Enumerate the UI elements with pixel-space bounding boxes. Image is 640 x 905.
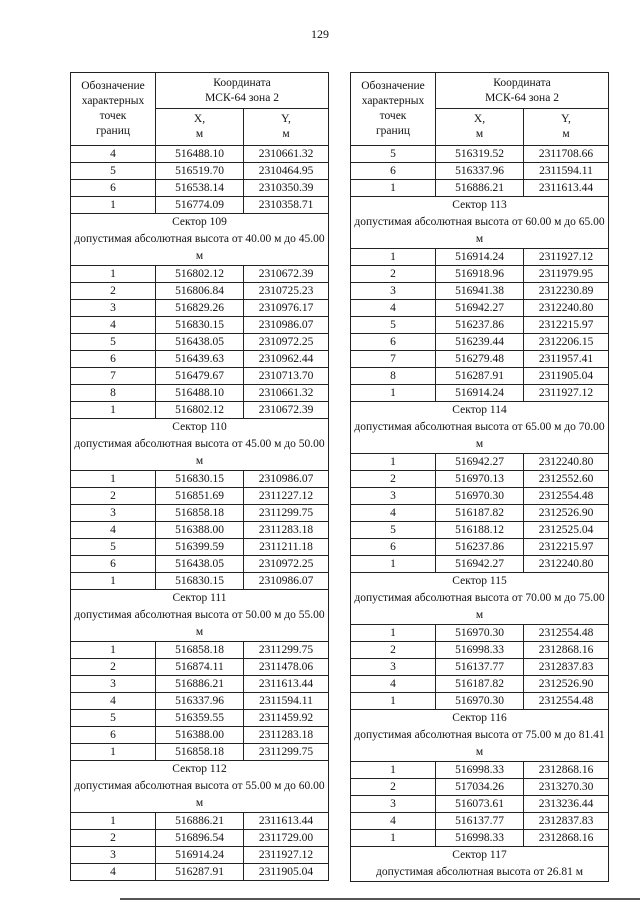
y-coordinate-cell: 2310972.25 <box>244 556 329 573</box>
y-coordinate-cell: 2311227.12 <box>244 488 329 505</box>
table-row <box>351 300 609 317</box>
table-row <box>71 642 329 659</box>
sector-row <box>351 710 609 762</box>
table-row <box>71 368 329 385</box>
sector-title: Сектор 114 <box>452 404 507 416</box>
sector-row <box>351 402 609 454</box>
y-coordinate-cell: 2311905.04 <box>244 864 329 881</box>
point-id-cell: 1 <box>351 830 436 847</box>
table-row <box>71 163 329 180</box>
x-coordinate-cell: 516858.18 <box>156 642 244 659</box>
y-coordinate-cell: 2310725.23 <box>244 283 329 300</box>
point-id-cell: 6 <box>351 334 436 351</box>
x-coordinate-cell: 516886.21 <box>156 676 244 693</box>
x-coordinate-cell: 516918.96 <box>436 266 524 283</box>
y-coordinate-cell: 2310672.39 <box>244 402 329 419</box>
y-coordinate-cell: 2310350.39 <box>244 180 329 197</box>
x-coordinate-cell: 516388.00 <box>156 727 244 744</box>
coordinate-header: Координата МСК-64 зона 2 <box>156 73 329 109</box>
sector-altitude: допустимая абсолютная высота от 45.00 м до 50.00 м <box>74 438 325 467</box>
sector-altitude: допустимая абсолютная высота от 55.00 м до 60.00 м <box>74 780 325 809</box>
point-id-cell: 4 <box>71 864 156 881</box>
table-row <box>71 385 329 402</box>
x-coordinate-cell: 516970.30 <box>436 693 524 710</box>
page-number: 129 <box>311 27 329 41</box>
table-row <box>71 300 329 317</box>
y-coordinate-cell: 2311299.75 <box>244 642 329 659</box>
point-id-cell: 1 <box>351 556 436 573</box>
x-coordinate-cell: 516388.00 <box>156 522 244 539</box>
bottom-rule <box>120 898 640 900</box>
point-id-cell: 6 <box>351 163 436 180</box>
y-coordinate-cell: 2311708.66 <box>524 146 609 163</box>
y-coordinate-cell: 2312240.80 <box>524 556 609 573</box>
y-coordinate-cell: 2310986.07 <box>244 471 329 488</box>
table-row <box>351 522 609 539</box>
table-row <box>351 385 609 402</box>
x-coordinate-cell: 516874.11 <box>156 659 244 676</box>
y-coordinate-cell: 2310672.39 <box>244 266 329 283</box>
x-coordinate-cell: 516942.27 <box>436 300 524 317</box>
point-id-cell: 2 <box>351 779 436 796</box>
point-id-cell: 5 <box>351 317 436 334</box>
sector-altitude: допустимая абсолютная высота от 65.00 м до 70.00 м <box>354 421 605 450</box>
table-row <box>71 351 329 368</box>
y-coordinate-cell: 2312554.48 <box>524 488 609 505</box>
sector-title: Сектор 110 <box>172 421 227 433</box>
x-coordinate-cell: 516851.69 <box>156 488 244 505</box>
y-coordinate-cell: 2312525.04 <box>524 522 609 539</box>
table-row <box>71 180 329 197</box>
table-body <box>71 146 329 881</box>
table-row <box>71 693 329 710</box>
point-id-cell: 1 <box>71 471 156 488</box>
x-coordinate-cell: 516942.27 <box>436 454 524 471</box>
y-coordinate-cell: 2312837.83 <box>524 659 609 676</box>
point-label-header: Обозначение характерных точек границ <box>71 73 156 146</box>
point-id-cell: 6 <box>71 556 156 573</box>
y-coordinate-cell: 2311957.41 <box>524 351 609 368</box>
y-coordinate-cell: 2310972.25 <box>244 334 329 351</box>
y-coordinate-cell: 2311905.04 <box>524 368 609 385</box>
x-coordinate-cell: 516399.59 <box>156 539 244 556</box>
x-coordinate-cell: 516488.10 <box>156 385 244 402</box>
table-row <box>71 573 329 590</box>
point-id-cell: 8 <box>71 385 156 402</box>
table-row <box>71 505 329 522</box>
x-coordinate-cell: 516886.21 <box>436 180 524 197</box>
x-coordinate-cell: 516941.38 <box>436 283 524 300</box>
x-coordinate-cell: 516858.18 <box>156 744 244 761</box>
point-id-cell: 6 <box>71 727 156 744</box>
x-coordinate-cell: 516137.77 <box>436 659 524 676</box>
x-coordinate-cell: 516970.30 <box>436 625 524 642</box>
table-row <box>71 146 329 163</box>
table-row <box>71 539 329 556</box>
y-coordinate-cell: 2312215.97 <box>524 317 609 334</box>
sector-caption <box>71 419 329 471</box>
table-row <box>351 266 609 283</box>
point-id-cell: 3 <box>351 488 436 505</box>
sector-title: Сектор 109 <box>172 216 227 228</box>
point-id-cell: 2 <box>351 642 436 659</box>
point-id-cell: 7 <box>71 368 156 385</box>
table-body <box>351 146 609 882</box>
point-id-cell: 3 <box>351 659 436 676</box>
y-coordinate-cell: 2312240.80 <box>524 300 609 317</box>
sector-title: Сектор 116 <box>452 712 507 724</box>
point-id-cell: 1 <box>351 180 436 197</box>
table-row <box>351 676 609 693</box>
sector-title: Сектор 117 <box>452 849 507 861</box>
y-coordinate-cell: 2312230.89 <box>524 283 609 300</box>
y-coordinate-cell: 2311613.44 <box>524 180 609 197</box>
point-id-cell: 5 <box>71 710 156 727</box>
y-coordinate-cell: 2312868.16 <box>524 762 609 779</box>
point-id-cell: 1 <box>351 249 436 266</box>
y-coordinate-cell: 2310962.44 <box>244 351 329 368</box>
y-coordinate-cell: 2311211.18 <box>244 539 329 556</box>
coordinates-table-right <box>350 72 609 882</box>
y-coordinate-cell: 2310986.07 <box>244 573 329 590</box>
y-coordinate-cell: 2310464.95 <box>244 163 329 180</box>
table-row <box>71 830 329 847</box>
table-row <box>351 351 609 368</box>
y-coordinate-cell: 2310661.32 <box>244 385 329 402</box>
x-coordinate-cell: 516337.96 <box>436 163 524 180</box>
table-row <box>351 625 609 642</box>
point-id-cell: 3 <box>351 796 436 813</box>
table-row <box>71 471 329 488</box>
point-id-cell: 4 <box>351 300 436 317</box>
point-id-cell: 6 <box>71 351 156 368</box>
x-coordinate-cell: 516137.77 <box>436 813 524 830</box>
point-id-cell: 4 <box>351 676 436 693</box>
x-coordinate-cell: 516830.15 <box>156 573 244 590</box>
point-id-cell: 6 <box>351 539 436 556</box>
table-row <box>351 659 609 676</box>
sector-altitude: допустимая абсолютная высота от 70.00 м до 75.00 м <box>354 592 605 621</box>
sector-title: Сектор 111 <box>172 592 227 604</box>
table-row <box>351 334 609 351</box>
point-id-cell: 5 <box>351 522 436 539</box>
point-id-cell: 1 <box>351 454 436 471</box>
y-coordinate-cell: 2312215.97 <box>524 539 609 556</box>
y-coordinate-cell: 2311927.12 <box>524 249 609 266</box>
table-row <box>71 266 329 283</box>
table-row <box>351 283 609 300</box>
x-coordinate-cell: 516187.82 <box>436 676 524 693</box>
sector-caption <box>71 590 329 642</box>
table-row <box>351 830 609 847</box>
table-row <box>71 556 329 573</box>
point-id-cell: 2 <box>71 830 156 847</box>
point-id-cell: 8 <box>351 368 436 385</box>
point-id-cell: 4 <box>351 505 436 522</box>
point-id-cell: 1 <box>351 625 436 642</box>
table-row <box>71 488 329 505</box>
y-coordinate-cell: 2310976.17 <box>244 300 329 317</box>
point-id-cell: 2 <box>71 488 156 505</box>
point-id-cell: 1 <box>71 813 156 830</box>
table-row <box>351 813 609 830</box>
y-coordinate-cell: 2311729.00 <box>244 830 329 847</box>
table-row <box>351 454 609 471</box>
x-coordinate-cell: 516479.67 <box>156 368 244 385</box>
sector-row <box>71 761 329 813</box>
y-coordinate-cell: 2312526.90 <box>524 505 609 522</box>
point-id-cell: 4 <box>71 693 156 710</box>
y-coordinate-cell: 2311478.06 <box>244 659 329 676</box>
y-coordinate-cell: 2311283.18 <box>244 522 329 539</box>
y-coordinate-cell: 2313236.44 <box>524 796 609 813</box>
y-coordinate-cell: 2310713.70 <box>244 368 329 385</box>
y-header: Y, м <box>524 109 609 146</box>
table-row <box>71 847 329 864</box>
sector-row <box>351 197 609 249</box>
point-id-cell: 7 <box>351 351 436 368</box>
point-id-cell: 5 <box>71 163 156 180</box>
point-id-cell: 2 <box>71 283 156 300</box>
x-coordinate-cell: 516287.91 <box>156 864 244 881</box>
x-coordinate-cell: 516830.15 <box>156 317 244 334</box>
x-coordinate-cell: 516858.18 <box>156 505 244 522</box>
x-coordinate-cell: 516829.26 <box>156 300 244 317</box>
x-coordinate-cell: 516886.21 <box>156 813 244 830</box>
point-id-cell: 2 <box>351 266 436 283</box>
sector-caption <box>351 402 609 454</box>
point-id-cell: 5 <box>351 146 436 163</box>
point-id-cell: 5 <box>71 539 156 556</box>
y-coordinate-cell: 2311594.11 <box>244 693 329 710</box>
x-coordinate-cell: 516998.33 <box>436 762 524 779</box>
point-id-cell: 1 <box>71 197 156 214</box>
point-id-cell: 1 <box>71 402 156 419</box>
table-row <box>351 180 609 197</box>
table-row <box>351 556 609 573</box>
table-row <box>71 659 329 676</box>
sector-altitude: допустимая абсолютная высота от 26.81 м <box>375 866 584 878</box>
y-coordinate-cell: 2311613.44 <box>244 813 329 830</box>
point-id-cell: 1 <box>71 642 156 659</box>
table-row <box>351 539 609 556</box>
y-header: Y, м <box>244 109 329 146</box>
sector-row <box>351 847 609 882</box>
table-row <box>351 796 609 813</box>
point-id-cell: 3 <box>71 847 156 864</box>
point-id-cell: 6 <box>71 180 156 197</box>
x-coordinate-cell: 516896.54 <box>156 830 244 847</box>
x-header: X, м <box>156 109 244 146</box>
y-coordinate-cell: 2312554.48 <box>524 693 609 710</box>
sector-caption <box>351 573 609 625</box>
x-coordinate-cell: 516319.52 <box>436 146 524 163</box>
sector-row <box>71 419 329 471</box>
x-coordinate-cell: 516802.12 <box>156 402 244 419</box>
table-row <box>351 471 609 488</box>
table-row <box>351 163 609 180</box>
table-row <box>351 488 609 505</box>
sector-altitude: допустимая абсолютная высота от 50.00 м до 55.00 м <box>74 609 325 638</box>
table-row <box>351 146 609 163</box>
x-coordinate-cell: 516970.30 <box>436 488 524 505</box>
y-coordinate-cell: 2312240.80 <box>524 454 609 471</box>
sector-row <box>71 590 329 642</box>
y-coordinate-cell: 2312554.48 <box>524 625 609 642</box>
x-coordinate-cell: 516279.48 <box>436 351 524 368</box>
y-coordinate-cell: 2310661.32 <box>244 146 329 163</box>
x-coordinate-cell: 517034.26 <box>436 779 524 796</box>
sector-caption <box>351 197 609 249</box>
y-coordinate-cell: 2311979.95 <box>524 266 609 283</box>
coordinates-table-left <box>70 72 329 881</box>
point-id-cell: 1 <box>351 762 436 779</box>
x-coordinate-cell: 516337.96 <box>156 693 244 710</box>
sector-caption <box>71 761 329 813</box>
x-coordinate-cell: 516237.86 <box>436 317 524 334</box>
x-coordinate-cell: 516239.44 <box>436 334 524 351</box>
x-coordinate-cell: 516914.24 <box>156 847 244 864</box>
table-row <box>351 368 609 385</box>
sector-caption <box>71 214 329 266</box>
table-row <box>71 283 329 300</box>
point-label-header: Обозначение характерных точек границ <box>351 73 436 146</box>
sector-title: Сектор 112 <box>172 763 227 775</box>
table-row <box>71 864 329 881</box>
table-row <box>71 317 329 334</box>
point-id-cell: 3 <box>71 676 156 693</box>
y-coordinate-cell: 2312552.60 <box>524 471 609 488</box>
sector-title: Сектор 113 <box>452 199 507 211</box>
y-coordinate-cell: 2310986.07 <box>244 317 329 334</box>
table-row <box>71 727 329 744</box>
y-coordinate-cell: 2310358.71 <box>244 197 329 214</box>
x-coordinate-cell: 516188.12 <box>436 522 524 539</box>
table-row <box>71 710 329 727</box>
point-id-cell: 2 <box>351 471 436 488</box>
y-coordinate-cell: 2311594.11 <box>524 163 609 180</box>
point-id-cell: 1 <box>71 744 156 761</box>
table-row <box>71 334 329 351</box>
x-header: X, м <box>436 109 524 146</box>
table-row <box>71 197 329 214</box>
table-row <box>351 642 609 659</box>
y-coordinate-cell: 2311927.12 <box>524 385 609 402</box>
x-coordinate-cell: 516438.05 <box>156 334 244 351</box>
y-coordinate-cell: 2312837.83 <box>524 813 609 830</box>
y-coordinate-cell: 2312526.90 <box>524 676 609 693</box>
y-coordinate-cell: 2311927.12 <box>244 847 329 864</box>
sector-altitude: допустимая абсолютная высота от 60.00 м до 65.00 м <box>354 216 605 245</box>
table-row <box>351 779 609 796</box>
table-row <box>71 744 329 761</box>
x-coordinate-cell: 516488.10 <box>156 146 244 163</box>
table-row <box>351 249 609 266</box>
x-coordinate-cell: 516359.55 <box>156 710 244 727</box>
sector-altitude: допустимая абсолютная высота от 75.00 м до 81.41 м <box>354 729 605 758</box>
point-id-cell: 1 <box>351 693 436 710</box>
x-coordinate-cell: 516830.15 <box>156 471 244 488</box>
sector-caption <box>351 710 609 762</box>
table-header <box>351 73 609 146</box>
y-coordinate-cell: 2311299.75 <box>244 744 329 761</box>
table-header <box>71 73 329 146</box>
table-row <box>351 693 609 710</box>
point-id-cell: 3 <box>71 300 156 317</box>
x-coordinate-cell: 516237.86 <box>436 539 524 556</box>
x-coordinate-cell: 516914.24 <box>436 385 524 402</box>
point-id-cell: 1 <box>351 385 436 402</box>
y-coordinate-cell: 2312206.15 <box>524 334 609 351</box>
x-coordinate-cell: 516914.24 <box>436 249 524 266</box>
point-id-cell: 5 <box>71 334 156 351</box>
table-row <box>71 813 329 830</box>
x-coordinate-cell: 516287.91 <box>436 368 524 385</box>
x-coordinate-cell: 516806.84 <box>156 283 244 300</box>
table-row <box>71 402 329 419</box>
x-coordinate-cell: 516998.33 <box>436 642 524 659</box>
sector-caption <box>351 847 609 882</box>
sector-row <box>71 214 329 266</box>
table-row <box>351 762 609 779</box>
sector-row <box>351 573 609 625</box>
y-coordinate-cell: 2311459.92 <box>244 710 329 727</box>
x-coordinate-cell: 516942.27 <box>436 556 524 573</box>
x-coordinate-cell: 516970.13 <box>436 471 524 488</box>
point-id-cell: 4 <box>71 522 156 539</box>
y-coordinate-cell: 2311613.44 <box>244 676 329 693</box>
sector-title: Сектор 115 <box>452 575 507 587</box>
y-coordinate-cell: 2311283.18 <box>244 727 329 744</box>
table-row <box>71 676 329 693</box>
point-id-cell: 4 <box>351 813 436 830</box>
x-coordinate-cell: 516439.63 <box>156 351 244 368</box>
y-coordinate-cell: 2311299.75 <box>244 505 329 522</box>
x-coordinate-cell: 516073.61 <box>436 796 524 813</box>
table-row <box>71 522 329 539</box>
y-coordinate-cell: 2312868.16 <box>524 830 609 847</box>
x-coordinate-cell: 516438.05 <box>156 556 244 573</box>
x-coordinate-cell: 516187.82 <box>436 505 524 522</box>
table-row <box>351 505 609 522</box>
x-coordinate-cell: 516774.09 <box>156 197 244 214</box>
point-id-cell: 1 <box>71 573 156 590</box>
x-coordinate-cell: 516519.70 <box>156 163 244 180</box>
point-id-cell: 4 <box>71 317 156 334</box>
table-row <box>351 317 609 334</box>
point-id-cell: 3 <box>71 505 156 522</box>
x-coordinate-cell: 516538.14 <box>156 180 244 197</box>
x-coordinate-cell: 516802.12 <box>156 266 244 283</box>
point-id-cell: 3 <box>351 283 436 300</box>
point-id-cell: 4 <box>71 146 156 163</box>
x-coordinate-cell: 516998.33 <box>436 830 524 847</box>
sector-altitude: допустимая абсолютная высота от 40.00 м до 45.00 м <box>74 233 325 262</box>
y-coordinate-cell: 2313270.30 <box>524 779 609 796</box>
coordinate-header: Координата МСК-64 зона 2 <box>436 73 609 109</box>
point-id-cell: 1 <box>71 266 156 283</box>
y-coordinate-cell: 2312868.16 <box>524 642 609 659</box>
point-id-cell: 2 <box>71 659 156 676</box>
